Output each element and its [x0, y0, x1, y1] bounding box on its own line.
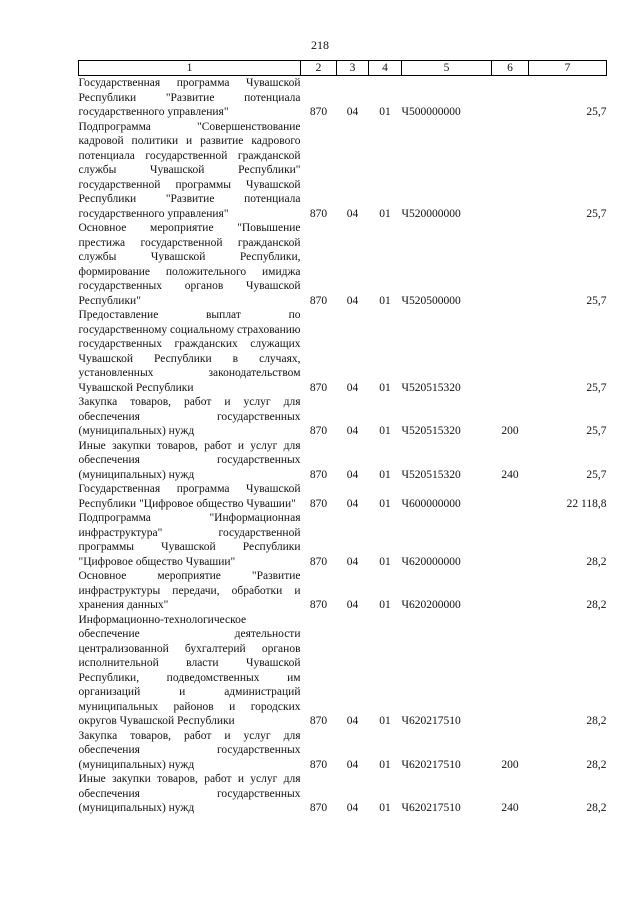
column-header-row	[79, 61, 607, 76]
target-article-cell: Ч620217510	[401, 715, 461, 727]
amount-cell: 28,2	[586, 555, 607, 568]
row-name-cell: Основное мероприятие "Развитие инфраструктуры передачи, обработки и хранения данных"	[78, 570, 301, 611]
subsection-code-cell: 01	[379, 106, 391, 118]
expense-type-cell: 240	[501, 468, 519, 481]
subsection-code-cell: 01	[379, 381, 391, 394]
row-name-cell: Предоставление выплат по государственному социальному страхованию государственных гражданских служащих Чувашской Республики в случаях, установленных законодательством Чувашской Республики	[78, 309, 301, 394]
amount-cell: 22 118,8	[566, 497, 607, 510]
amount-cell: 25,7	[586, 468, 607, 481]
table-row	[79, 308, 607, 395]
table-row	[79, 221, 607, 308]
section-code-cell: 04	[346, 555, 359, 568]
row-name-cell: Иные закупки товаров, работ и услуг для обеспечения государственных (муниципальных) нужд	[78, 439, 301, 481]
ministry-code-cell: 870	[309, 381, 328, 394]
target-article-cell: Ч620200000	[401, 599, 461, 611]
target-article-cell: Ч520000000	[401, 207, 461, 220]
subsection-code-cell: 01	[379, 294, 391, 307]
subsection-code-cell: 01	[379, 207, 391, 220]
section-code-cell: 04	[346, 468, 359, 481]
section-code-cell: 04	[346, 599, 359, 611]
section-code-cell: 04	[346, 294, 359, 307]
table-row	[79, 772, 607, 816]
row-name-cell: Подпрограмма "Информационная инфраструктура" государственной программы Чувашской Республики "Цифровое общество Чувашии"	[78, 512, 301, 568]
row-name-cell: Информационно-технологическое обеспечение деятельности централизованной бухгалтерий органов исполнительной власти Чувашской Республики, подведомственных им организаций и администраций муниципальных районов и городских округов Чувашской Республики	[78, 613, 301, 727]
amount-cell: 25,7	[586, 106, 607, 118]
column-header: 4	[369, 61, 402, 76]
subsection-code-cell: 01	[379, 425, 391, 437]
target-article-cell: Ч600000000	[401, 497, 461, 510]
ministry-code-cell: 870	[309, 599, 328, 611]
section-code-cell: 04	[346, 381, 359, 394]
expense-type-cell	[492, 511, 529, 569]
ministry-code-cell: 870	[309, 715, 328, 727]
ministry-code-cell: 870	[309, 758, 328, 771]
expense-type-cell: 200	[501, 758, 519, 771]
section-code-cell: 04	[346, 497, 359, 510]
target-article-cell: Ч520515320	[401, 381, 461, 394]
table-body	[79, 76, 607, 816]
table-row	[79, 76, 607, 120]
ministry-code-cell: 870	[309, 294, 328, 307]
row-name-cell: Подпрограмма "Совершенствование кадровой политики и развитие кадрового потенциала государственной гражданской службы Чувашской Республики" государственной программы Чувашской Республики "Развитие потенциала государственного управления"	[78, 120, 301, 220]
subsection-code-cell: 01	[379, 758, 391, 771]
expense-type-cell	[492, 76, 529, 120]
subsection-code-cell: 01	[379, 497, 391, 510]
column-header: 3	[337, 61, 369, 76]
row-name-cell: Основное мероприятие "Повышение престижа государственной гражданской службы Чувашской Республики, формирование положительного имиджа государственных органов Чувашской Республики"	[78, 222, 301, 307]
row-name-cell: Закупка товаров, работ и услуг для обеспечения государственных (муниципальных) нужд	[78, 396, 301, 437]
column-header: 1	[79, 61, 301, 76]
amount-cell: 25,7	[586, 425, 607, 437]
table-row	[79, 482, 607, 511]
budget-table	[78, 60, 607, 816]
column-header: 6	[492, 61, 529, 76]
expense-type-cell	[492, 482, 529, 511]
section-code-cell: 04	[346, 715, 359, 727]
target-article-cell: Ч520500000	[401, 294, 461, 307]
ministry-code-cell: 870	[309, 555, 328, 568]
subsection-code-cell: 01	[379, 715, 391, 727]
ministry-code-cell: 870	[309, 106, 328, 118]
target-article-cell: Ч520515320	[401, 468, 461, 481]
section-code-cell: 04	[346, 802, 359, 814]
amount-cell: 28,2	[586, 715, 607, 727]
table-row	[79, 511, 607, 569]
row-name-cell: Иные закупки товаров, работ и услуг для обеспечения государственных (муниципальных) нужд	[78, 773, 301, 814]
row-name-cell: Государственная программа Чувашской Республики "Развитие потенциала государственного управления"	[78, 77, 301, 118]
amount-cell: 28,2	[586, 802, 607, 814]
expense-type-cell: 240	[501, 802, 519, 814]
amount-cell: 28,2	[586, 758, 607, 771]
table-row	[79, 120, 607, 222]
subsection-code-cell: 01	[379, 468, 391, 481]
page-number: 218	[311, 38, 329, 52]
table-row	[79, 569, 607, 613]
amount-cell: 25,7	[586, 381, 607, 394]
section-code-cell: 04	[346, 106, 359, 118]
expense-type-cell	[492, 569, 529, 613]
ministry-code-cell: 870	[309, 468, 328, 481]
column-header: 5	[402, 61, 492, 76]
table-row	[79, 395, 607, 439]
row-name-cell: Закупка товаров, работ и услуг для обеспечения государственных (муниципальных) нужд	[78, 729, 301, 771]
subsection-code-cell: 01	[379, 555, 391, 568]
ministry-code-cell: 870	[309, 497, 328, 510]
ministry-code-cell: 870	[309, 425, 328, 437]
ministry-code-cell: 870	[309, 802, 328, 814]
target-article-cell: Ч620000000	[401, 555, 461, 568]
ministry-code-cell: 870	[309, 207, 328, 220]
column-header: 2	[301, 61, 337, 76]
section-code-cell: 04	[346, 758, 359, 771]
target-article-cell: Ч520515320	[401, 425, 461, 437]
column-header: 7	[529, 61, 607, 76]
amount-cell: 25,7	[586, 294, 607, 307]
section-code-cell: 04	[346, 425, 359, 437]
amount-cell: 25,7	[586, 207, 607, 220]
subsection-code-cell: 01	[379, 802, 391, 814]
expense-type-cell	[492, 120, 529, 222]
amount-cell: 28,2	[586, 599, 607, 611]
subsection-code-cell: 01	[379, 599, 391, 611]
expense-type-cell	[492, 221, 529, 308]
table-row	[79, 439, 607, 483]
expense-type-cell	[492, 613, 529, 729]
target-article-cell: Ч500000000	[401, 106, 461, 118]
table-row	[79, 729, 607, 773]
expense-type-cell: 200	[501, 425, 519, 437]
target-article-cell: Ч620217510	[401, 758, 461, 771]
section-code-cell: 04	[346, 207, 359, 220]
row-name-cell: Государственная программа Чувашской Республики "Цифровое общество Чувашии"	[78, 483, 301, 510]
target-article-cell: Ч620217510	[401, 802, 461, 814]
expense-type-cell	[492, 308, 529, 395]
table-row	[79, 613, 607, 729]
